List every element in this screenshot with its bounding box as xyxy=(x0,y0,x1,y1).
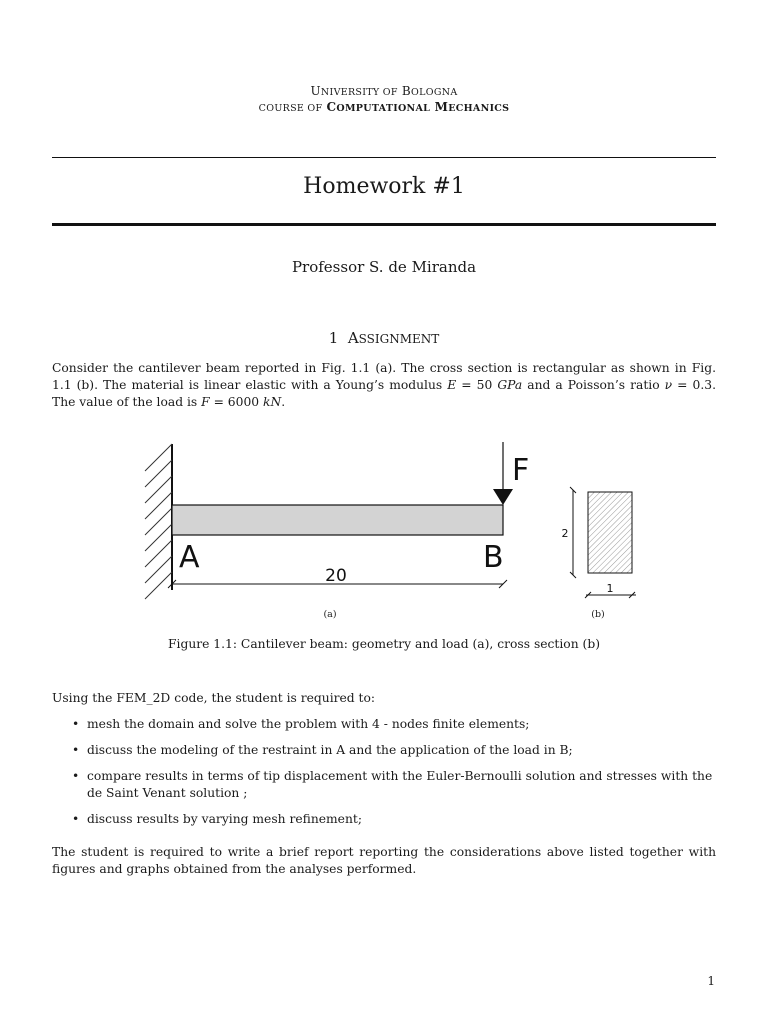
subfigure-b-label: (b) xyxy=(591,609,605,620)
length-label: 20 xyxy=(325,566,347,586)
poisson-value: = 0.3. The value of the load is xyxy=(52,378,716,409)
cross-section-rect xyxy=(588,492,632,573)
load-symbol: F xyxy=(201,395,210,409)
height-label: 2 xyxy=(561,527,569,540)
beam-body xyxy=(172,505,503,535)
subfigure-a-label: (a) xyxy=(323,609,337,620)
list-item: • mesh the domain and solve the problem with 4 - nodes finite elements; xyxy=(52,716,716,733)
cantilever-figure xyxy=(0,430,768,630)
intro-end: . xyxy=(281,395,286,409)
load-value: = 6000 xyxy=(209,395,264,409)
width-label: 1 xyxy=(606,582,614,595)
author-name: Professor S. de Miranda xyxy=(291,258,477,276)
young-symbol: E xyxy=(447,378,457,392)
intro-paragraph xyxy=(52,360,716,411)
section-number: 1 xyxy=(328,329,339,347)
figure-caption: Figure 1.1: Cantilever beam: geometry and load (a), cross section (b) xyxy=(167,637,600,651)
poisson-symbol: ν xyxy=(664,378,673,392)
course-initial: C xyxy=(326,100,337,114)
load-unit: kN xyxy=(263,395,282,409)
list-item: • discuss results by varying mesh refinement; xyxy=(52,811,716,828)
university-name xyxy=(0,84,768,98)
wall-hatching xyxy=(145,444,172,599)
closing-paragraph: The student is required to write a brief report reporting the considerations above listed together with figures and graphs obtained from the analyses performed. xyxy=(52,845,716,876)
bologna-word: OLOGNA xyxy=(411,87,458,98)
young-value: = 50 xyxy=(456,378,498,392)
point-a-label: A xyxy=(179,540,200,575)
intro-text-1: Consider the cantilever beam reported in Fig. 1.1 (a). The cross section is rectangular as shown in Fig. 1.1 (b). The material is linear elastic with a Young’s modulus xyxy=(52,361,716,392)
load-label: F xyxy=(512,453,530,488)
point-b-label: B xyxy=(483,540,504,575)
bologna-initial: B xyxy=(401,84,412,98)
load-arrow-head xyxy=(493,489,513,505)
course-prefix: COURSE OF xyxy=(258,103,323,114)
title-thick-rule xyxy=(52,223,716,226)
intro-text-2: and a Poisson’s ratio xyxy=(522,378,665,392)
course-word: OMPUTATIONAL xyxy=(336,103,431,114)
top-thin-rule xyxy=(52,157,716,158)
list-item: • compare results in terms of tip displacement with the Euler-Bernoulli solution and stresses with the de Saint Venant solution ; xyxy=(52,768,716,802)
task-intro: Using the FEM_2D code, the student is required to: xyxy=(52,691,376,705)
mechanics-initial: M xyxy=(434,100,449,114)
mechanics-word: ECHANICS xyxy=(448,103,510,114)
section-initial: A xyxy=(347,329,359,347)
section-heading xyxy=(0,329,768,347)
university-word: NIVERSITY OF xyxy=(320,87,398,98)
university-initial: U xyxy=(310,84,321,98)
task-list xyxy=(52,716,716,837)
section-word: SSIGNMENT xyxy=(358,332,440,346)
young-unit: GPa xyxy=(497,378,523,392)
list-item: • discuss the modeling of the restraint in A and the application of the load in B; xyxy=(52,742,716,759)
course-name xyxy=(0,100,768,114)
page-title: Homework #1 xyxy=(303,174,465,199)
page-number: 1 xyxy=(707,974,715,988)
